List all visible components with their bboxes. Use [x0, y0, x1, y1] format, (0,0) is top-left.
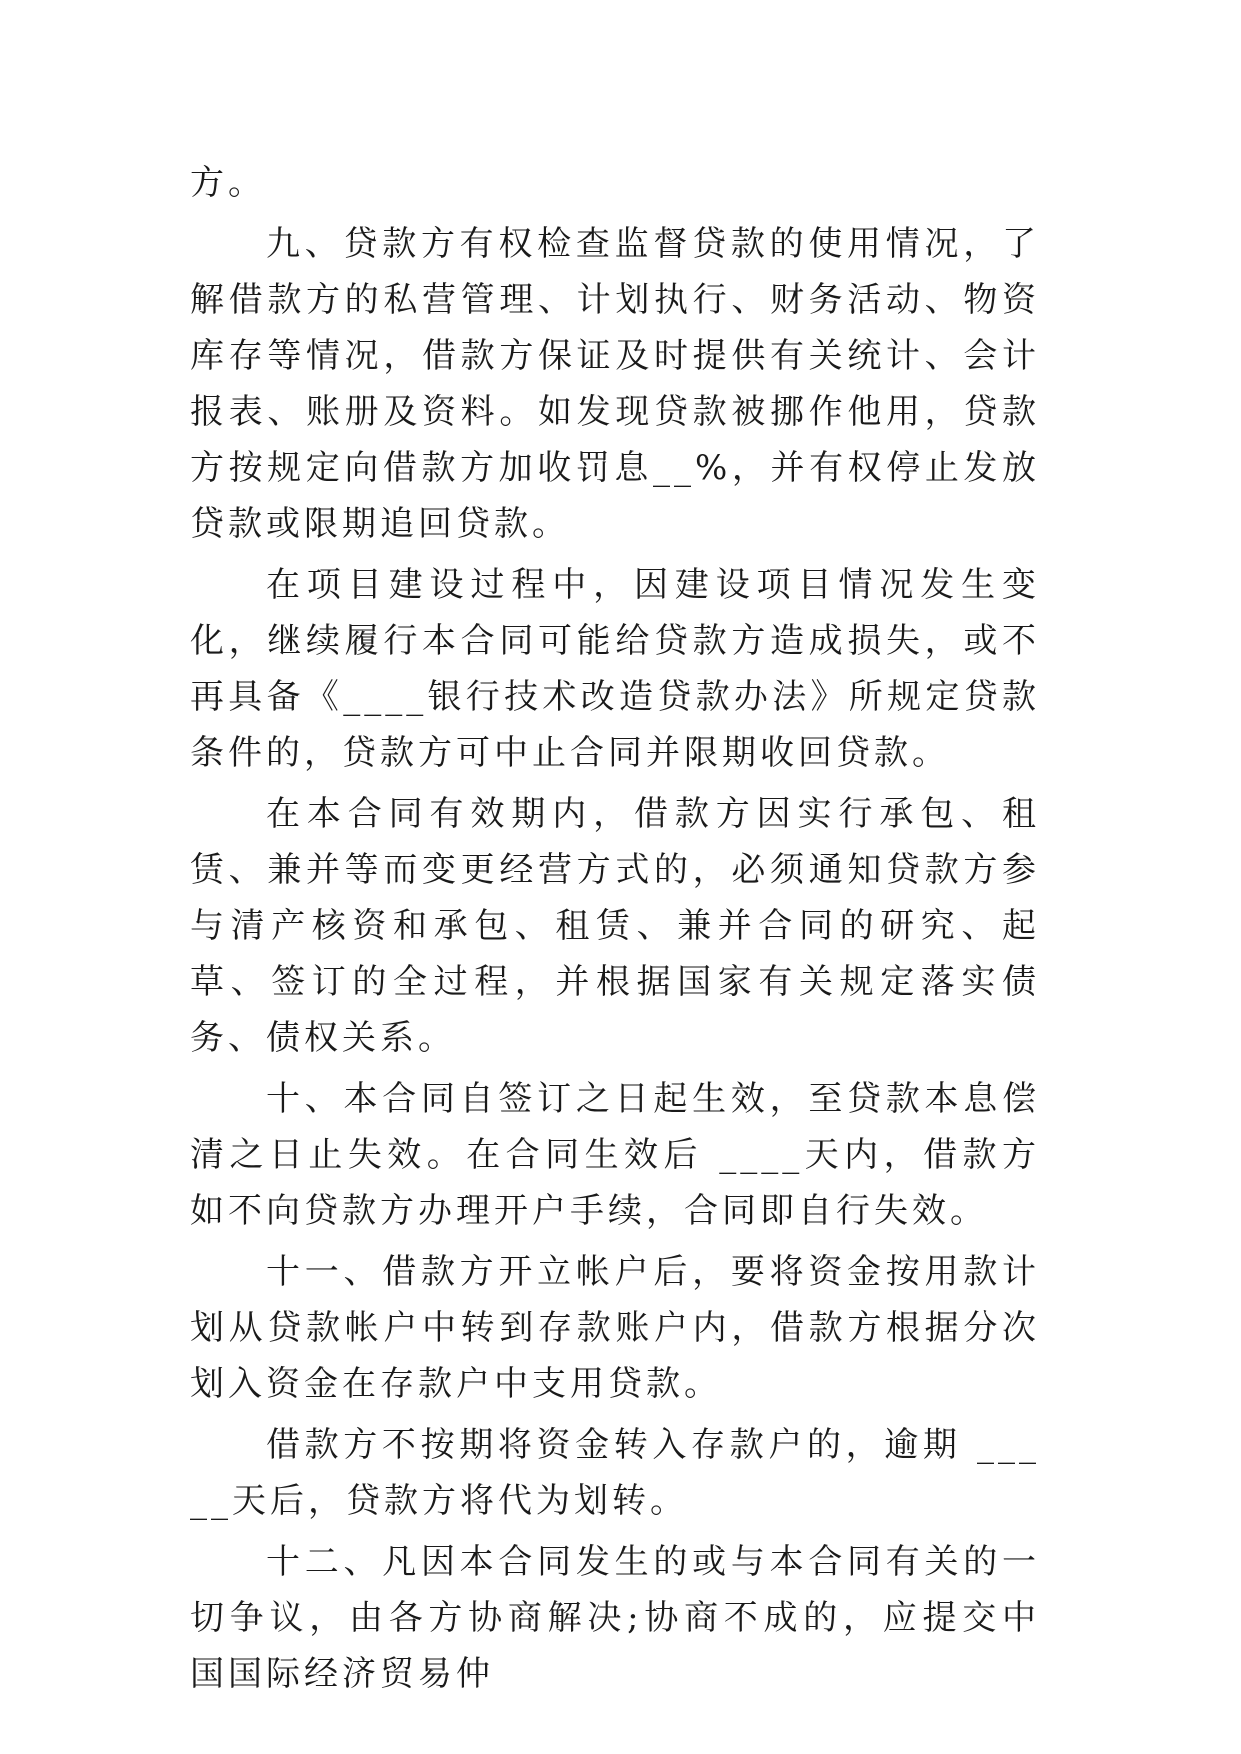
paragraph-transfer-overdue: 借款方不按期将资金转入存款户的，逾期 _____天后，贷款方将代为划转。 — [190, 1425, 1040, 1521]
paragraph-business-change: 在本合同有效期内，借款方因实行承包、租赁、兼并等而变更经营方式的，必须通知贷款方参与清产核资和承包、租赁、兼并合同的研究、起草、签订的全过程，并根据国家有关规定落实债务、债权关系。 — [190, 794, 1040, 1058]
paragraph-continuation: 方。 — [190, 163, 266, 203]
paragraph-clause-11: 十一、借款方开立帐户后，要将资金按用款计划从贷款帐户中转到存款账户内，借款方根据分次划入资金在存款户中支用贷款。 — [190, 1252, 1040, 1404]
paragraph-project-change: 在项目建设过程中，因建设项目情况发生变化，继续履行本合同可能给贷款方造成损失，或不再具备《____银行技术改造贷款办法》所规定贷款条件的，贷款方可中止合同并限期收回贷款。 — [190, 565, 1040, 773]
document-body — [190, 155, 1040, 1707]
paragraph-clause-9: 九、贷款方有权检查监督贷款的使用情况，了解借款方的私营管理、计划执行、财务活动、物资库存等情况，借款方保证及时提供有关统计、会计报表、账册及资料。如发现贷款被挪作他用，贷款方按规定向借款方加收罚息__%，并有权停止发放贷款或限期追回贷款。 — [190, 224, 1040, 544]
paragraph-clause-12: 十二、凡因本合同发生的或与本合同有关的一切争议，由各方协商解决;协商不成的，应提交中国国际经济贸易仲 — [190, 1542, 1040, 1694]
paragraph-clause-10: 十、本合同自签订之日起生效，至贷款本息偿清之日止失效。在合同生效后 ____天内，借款方如不向贷款方办理开户手续，合同即自行失效。 — [190, 1079, 1040, 1231]
